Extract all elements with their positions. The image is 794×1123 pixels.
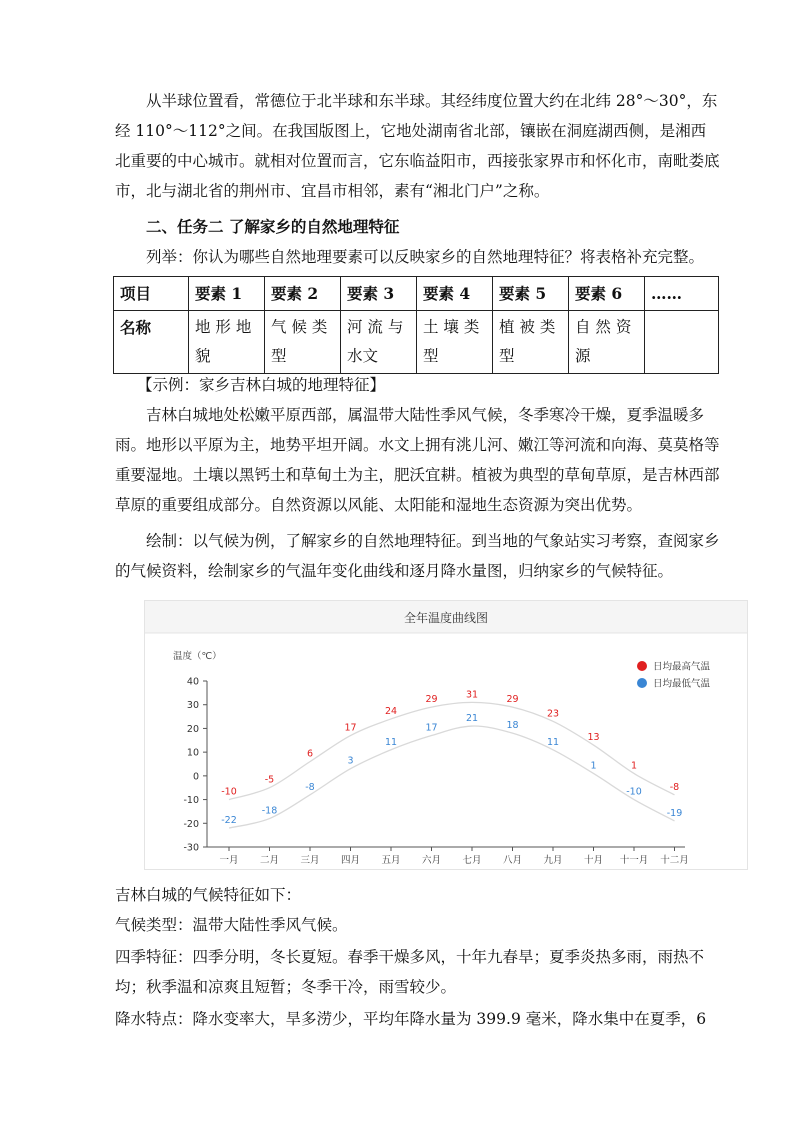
section-heading: 二、任务二 了解家乡的自然地理特征: [146, 217, 400, 236]
x-tick-label: 三月: [300, 855, 320, 866]
x-tick-label: 五月: [381, 855, 401, 866]
paragraph-example: 吉林白城地处松嫩平原西部，属温带大陆性季风气候，冬季寒冷干燥，夏季温暖多雨。地形以平原为主，地势平坦开阔。水文上拥有洮儿河、嫩江等河流和向海、莫莫格等重要湿地。土壤以黑钙土和草甸土为主，肥沃宜耕。植被为典型的草甸草原，是吉林西部草原的重要组成部分。自然资源以风能、太阳能和湿地生态资源为突出优势。: [115, 406, 720, 514]
table-header-cell: 项目: [114, 277, 189, 311]
example-title: 【示例：家乡吉林白城的地理特征】: [137, 376, 386, 394]
data-label-low: 3: [347, 755, 354, 767]
data-label-low: -10: [626, 786, 642, 798]
elements-table: [113, 276, 719, 374]
data-label-high: 13: [587, 732, 600, 744]
table-header-cell: ……: [645, 277, 719, 311]
table-header-cell: 要素 1: [189, 277, 265, 311]
data-label-high: 17: [344, 722, 357, 734]
legend-label: 日均最高气温: [653, 661, 711, 673]
table-cell: 植 被 类 型: [493, 311, 569, 374]
series-line-high: [229, 702, 675, 799]
paragraph-seasons: 四季特征：四季分明，冬长夏短。春季干燥多风，十年九春旱；夏季炎热多雨，雨热不均；秋季温和凉爽且短暂；冬季干冷，雨雪较少。: [115, 948, 705, 996]
y-tick-label: 30: [186, 700, 199, 712]
data-label-low: -8: [305, 781, 315, 793]
legend-marker: [637, 678, 647, 688]
data-label-high: 29: [425, 694, 438, 706]
x-tick-label: 七月: [462, 855, 482, 866]
table-cell: [645, 311, 719, 374]
data-label-high: -10: [221, 786, 237, 798]
data-label-high: 23: [546, 708, 560, 720]
y-tick-label: 0: [192, 771, 199, 783]
y-tick-label: 20: [186, 723, 199, 735]
data-label-low: -18: [261, 805, 278, 817]
y-tick-label: -30: [183, 842, 199, 854]
paragraph-draw-task: 绘制：以气候为例，了解家乡的自然地理特征。到当地的气象站实习考察，查阅家乡的气候资料，绘制家乡的气温年变化曲线和逐月降水量图，归纳家乡的气候特征。: [115, 532, 720, 580]
table-header-cell: 要素 5: [493, 277, 569, 311]
data-label-high: 29: [506, 694, 519, 706]
x-tick-label: 二月: [259, 855, 280, 866]
data-label-high: -5: [264, 774, 275, 786]
temperature-chart-svg: [145, 601, 747, 869]
legend-marker: [637, 661, 647, 671]
x-tick-label: 九月: [543, 855, 563, 866]
table-cell: 气 候 类 型: [265, 311, 341, 374]
table-cell: 地 形 地 貌: [189, 311, 265, 374]
table-header-cell: 要素 2: [265, 277, 341, 311]
data-label-high: -8: [669, 781, 680, 793]
data-label-high: 6: [306, 748, 314, 760]
data-label-low: 11: [546, 736, 560, 748]
data-label-low: 17: [425, 722, 438, 734]
x-tick-label: 四月: [340, 855, 361, 866]
x-tick-label: 六月: [421, 855, 442, 866]
y-tick-label: 10: [186, 747, 199, 759]
data-label-high: 1: [630, 760, 638, 772]
table-cell: 名称: [114, 311, 189, 374]
y-tick-label: -10: [183, 795, 199, 807]
chart-title: 全年温度曲线图: [403, 611, 489, 625]
data-label-high: 31: [465, 689, 479, 701]
data-label-low: 11: [384, 736, 398, 748]
y-tick-label: -20: [183, 818, 199, 830]
x-tick-label: 八月: [502, 855, 523, 866]
table-header-cell: 要素 4: [417, 277, 493, 311]
paragraph-precipitation: 降水特点：降水变率大，旱多涝少，平均年降水量为 399.9 毫米，降水集中在夏季，6: [115, 1010, 707, 1028]
data-label-high: 24: [384, 705, 398, 717]
data-label-low: 18: [506, 720, 519, 732]
x-tick-label: 十一月: [619, 855, 649, 866]
table-cell: 土 壤 类 型: [417, 311, 493, 374]
y-axis-label: 温度（℃）: [173, 651, 222, 662]
x-tick-label: 一月: [219, 855, 239, 866]
series-line-low: [229, 726, 675, 828]
table-row: [114, 311, 719, 374]
data-label-low: 21: [465, 713, 479, 725]
data-label-low: 1: [590, 760, 597, 772]
data-label-low: -22: [221, 815, 237, 827]
temperature-chart: [144, 600, 748, 870]
paragraph-climate-intro: 吉林白城的气候特征如下：: [115, 886, 302, 904]
paragraph-location: 从半球位置看，常德位于北半球和东半球。其经纬度位置大约在北纬 28°～30°，东经 110°～112°之间。在我国版图上，它地处湖南省北部，镶嵌在洞庭湖西侧，是湘西北重要的中心城市。就相对位置而言，它东临益阳市，西接张家界市和怀化市，南毗娄底市，北与湖北省的荆州市、宜昌市相邻，素有“湘北门户”之称。: [115, 92, 720, 200]
data-label-low: -19: [666, 807, 683, 819]
x-tick-label: 十二月: [660, 855, 689, 866]
table-cell: 河 流 与 水文: [341, 311, 417, 374]
y-tick-label: 40: [186, 676, 199, 688]
table-header-row: [114, 277, 719, 311]
x-tick-label: 十月: [583, 855, 604, 866]
paragraph-climate-type: 气候类型：温带大陆性季风气候。: [115, 916, 348, 934]
paragraph-list-prompt: 列举：你认为哪些自然地理要素可以反映家乡的自然地理特征？将表格补充完整。: [146, 248, 705, 266]
table-header-cell: 要素 6: [569, 277, 645, 311]
table-cell: 自 然 资 源: [569, 311, 645, 374]
legend-label: 日均最低气温: [653, 678, 711, 690]
table-header-cell: 要素 3: [341, 277, 417, 311]
